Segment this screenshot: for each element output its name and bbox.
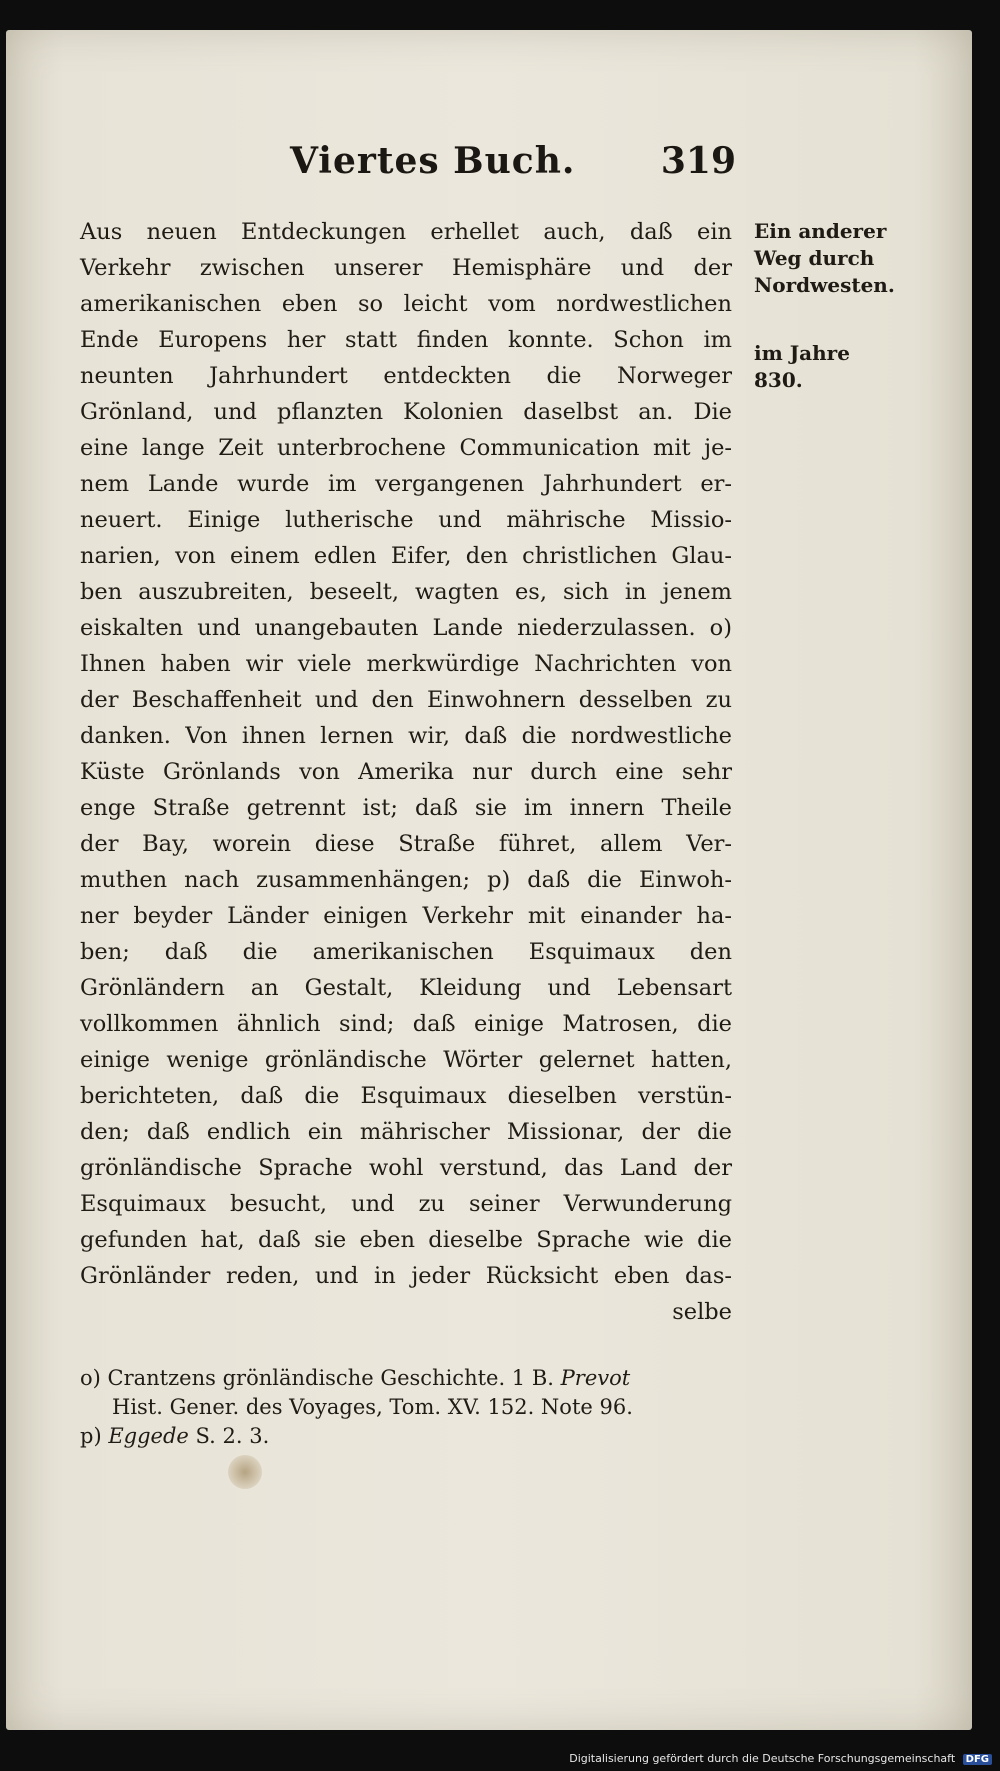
footnotes [80, 1364, 740, 1451]
text-line: danken. Von ihnen lernen wir, daß die nordwestliche [80, 723, 732, 749]
running-header [290, 140, 736, 190]
text-line: Verkehr zwischen unserer Hemisphäre und der [80, 255, 732, 281]
margin-note-line: im Jahre [754, 341, 850, 365]
footnote-marker: p) [80, 1424, 102, 1448]
text-line: einige wenige grönländische Wörter gelernet hatten, [80, 1047, 732, 1073]
margin-note-year [754, 340, 850, 394]
credit-text: Digitalisierung gefördert durch die Deutsche Forschungsgemeinschaft [569, 1752, 956, 1765]
digitization-credit [569, 1752, 992, 1765]
text-line: berichteten, daß die Esquimaux dieselben verstün- [80, 1083, 732, 1109]
text-line: neunten Jahrhundert entdeckten die Norweger [80, 363, 732, 389]
main-text-block [80, 214, 732, 1330]
text-line: gefunden hat, daß sie eben dieselbe Sprache wie die [80, 1227, 732, 1253]
text-line: Grönländern an Gestalt, Kleidung und Lebensart [80, 975, 732, 1001]
text-line: Aus neuen Entdeckungen erhellet auch, daß ein [80, 219, 732, 245]
footnote-author: Prevot [560, 1366, 631, 1390]
text-line: den; daß endlich ein mährischer Missionar, der die [80, 1119, 732, 1145]
text-line: Grönland, und pflanzten Kolonien daselbst an. Die [80, 399, 732, 425]
text-line: nem Lande wurde im vergangenen Jahrhundert er- [80, 471, 732, 497]
text-line: ben auszubreiten, beseelt, wagten es, sich in jenem [80, 579, 732, 605]
text-line: eine lange Zeit unterbrochene Communication mit je- [80, 435, 732, 461]
dfg-logo-icon: DFG [963, 1754, 992, 1765]
text-line: grönländische Sprache wohl verstund, das Land der [80, 1155, 732, 1181]
running-title: Viertes Buch. [290, 140, 576, 182]
text-line: amerikanischen eben so leicht vom nordwestlichen [80, 291, 732, 317]
text-line: muthen nach zusammenhängen; p) daß die Einwoh- [80, 867, 732, 893]
text-line: ben; daß die amerikanischen Esquimaux den [80, 939, 732, 965]
margin-note-route [754, 218, 895, 299]
text-line: Ende Europens her statt finden konnte. Schon im [80, 327, 732, 353]
page-number: 319 [660, 140, 736, 182]
text-line: der Beschaffenheit und den Einwohnern desselben zu [80, 687, 732, 713]
footnote-o [80, 1364, 740, 1422]
text-line: Ihnen haben wir viele merkwürdige Nachrichten von [80, 651, 732, 677]
text-line: enge Straße getrennt ist; daß sie im innern Theile [80, 795, 732, 821]
text-line: eiskalten und unangebauten Lande niederzulassen. o) [80, 615, 732, 641]
footnote-continuation: Hist. Gener. des Voyages, Tom. XV. 152. Note 96. [112, 1395, 633, 1419]
margin-note-line: 830. [754, 368, 803, 392]
margin-note-line: Ein anderer [754, 219, 887, 243]
text-line: der Bay, worein diese Straße führet, allem Ver- [80, 831, 732, 857]
text-line: ner beyder Länder einigen Verkehr mit einander ha- [80, 903, 732, 929]
text-line: neuert. Einige lutherische und mährische Missio- [80, 507, 732, 533]
text-line: Küste Grönlands von Amerika nur durch eine sehr [80, 759, 732, 785]
footnote-text: Crantzens grönländische Geschichte. 1 B. [107, 1366, 554, 1390]
footnote-p [80, 1422, 740, 1451]
margin-note-line: Weg durch [754, 246, 875, 270]
margin-note-line: Nordwesten. [754, 273, 895, 297]
footnote-text: S. 2. 3. [195, 1424, 270, 1448]
text-line: narien, von einem edlen Eifer, den christlichen Glau- [80, 543, 732, 569]
paper-stain [228, 1455, 262, 1489]
text-line: vollkommen ähnlich sind; daß einige Matrosen, die [80, 1011, 732, 1037]
text-line: Esquimaux besucht, und zu seiner Verwunderung [80, 1191, 732, 1217]
footnote-marker: o) [80, 1366, 101, 1390]
footnote-author: Eggede [108, 1424, 189, 1448]
text-line: Grönländer reden, und in jeder Rücksicht eben das- [80, 1263, 732, 1289]
text-line: selbe [672, 1299, 732, 1325]
